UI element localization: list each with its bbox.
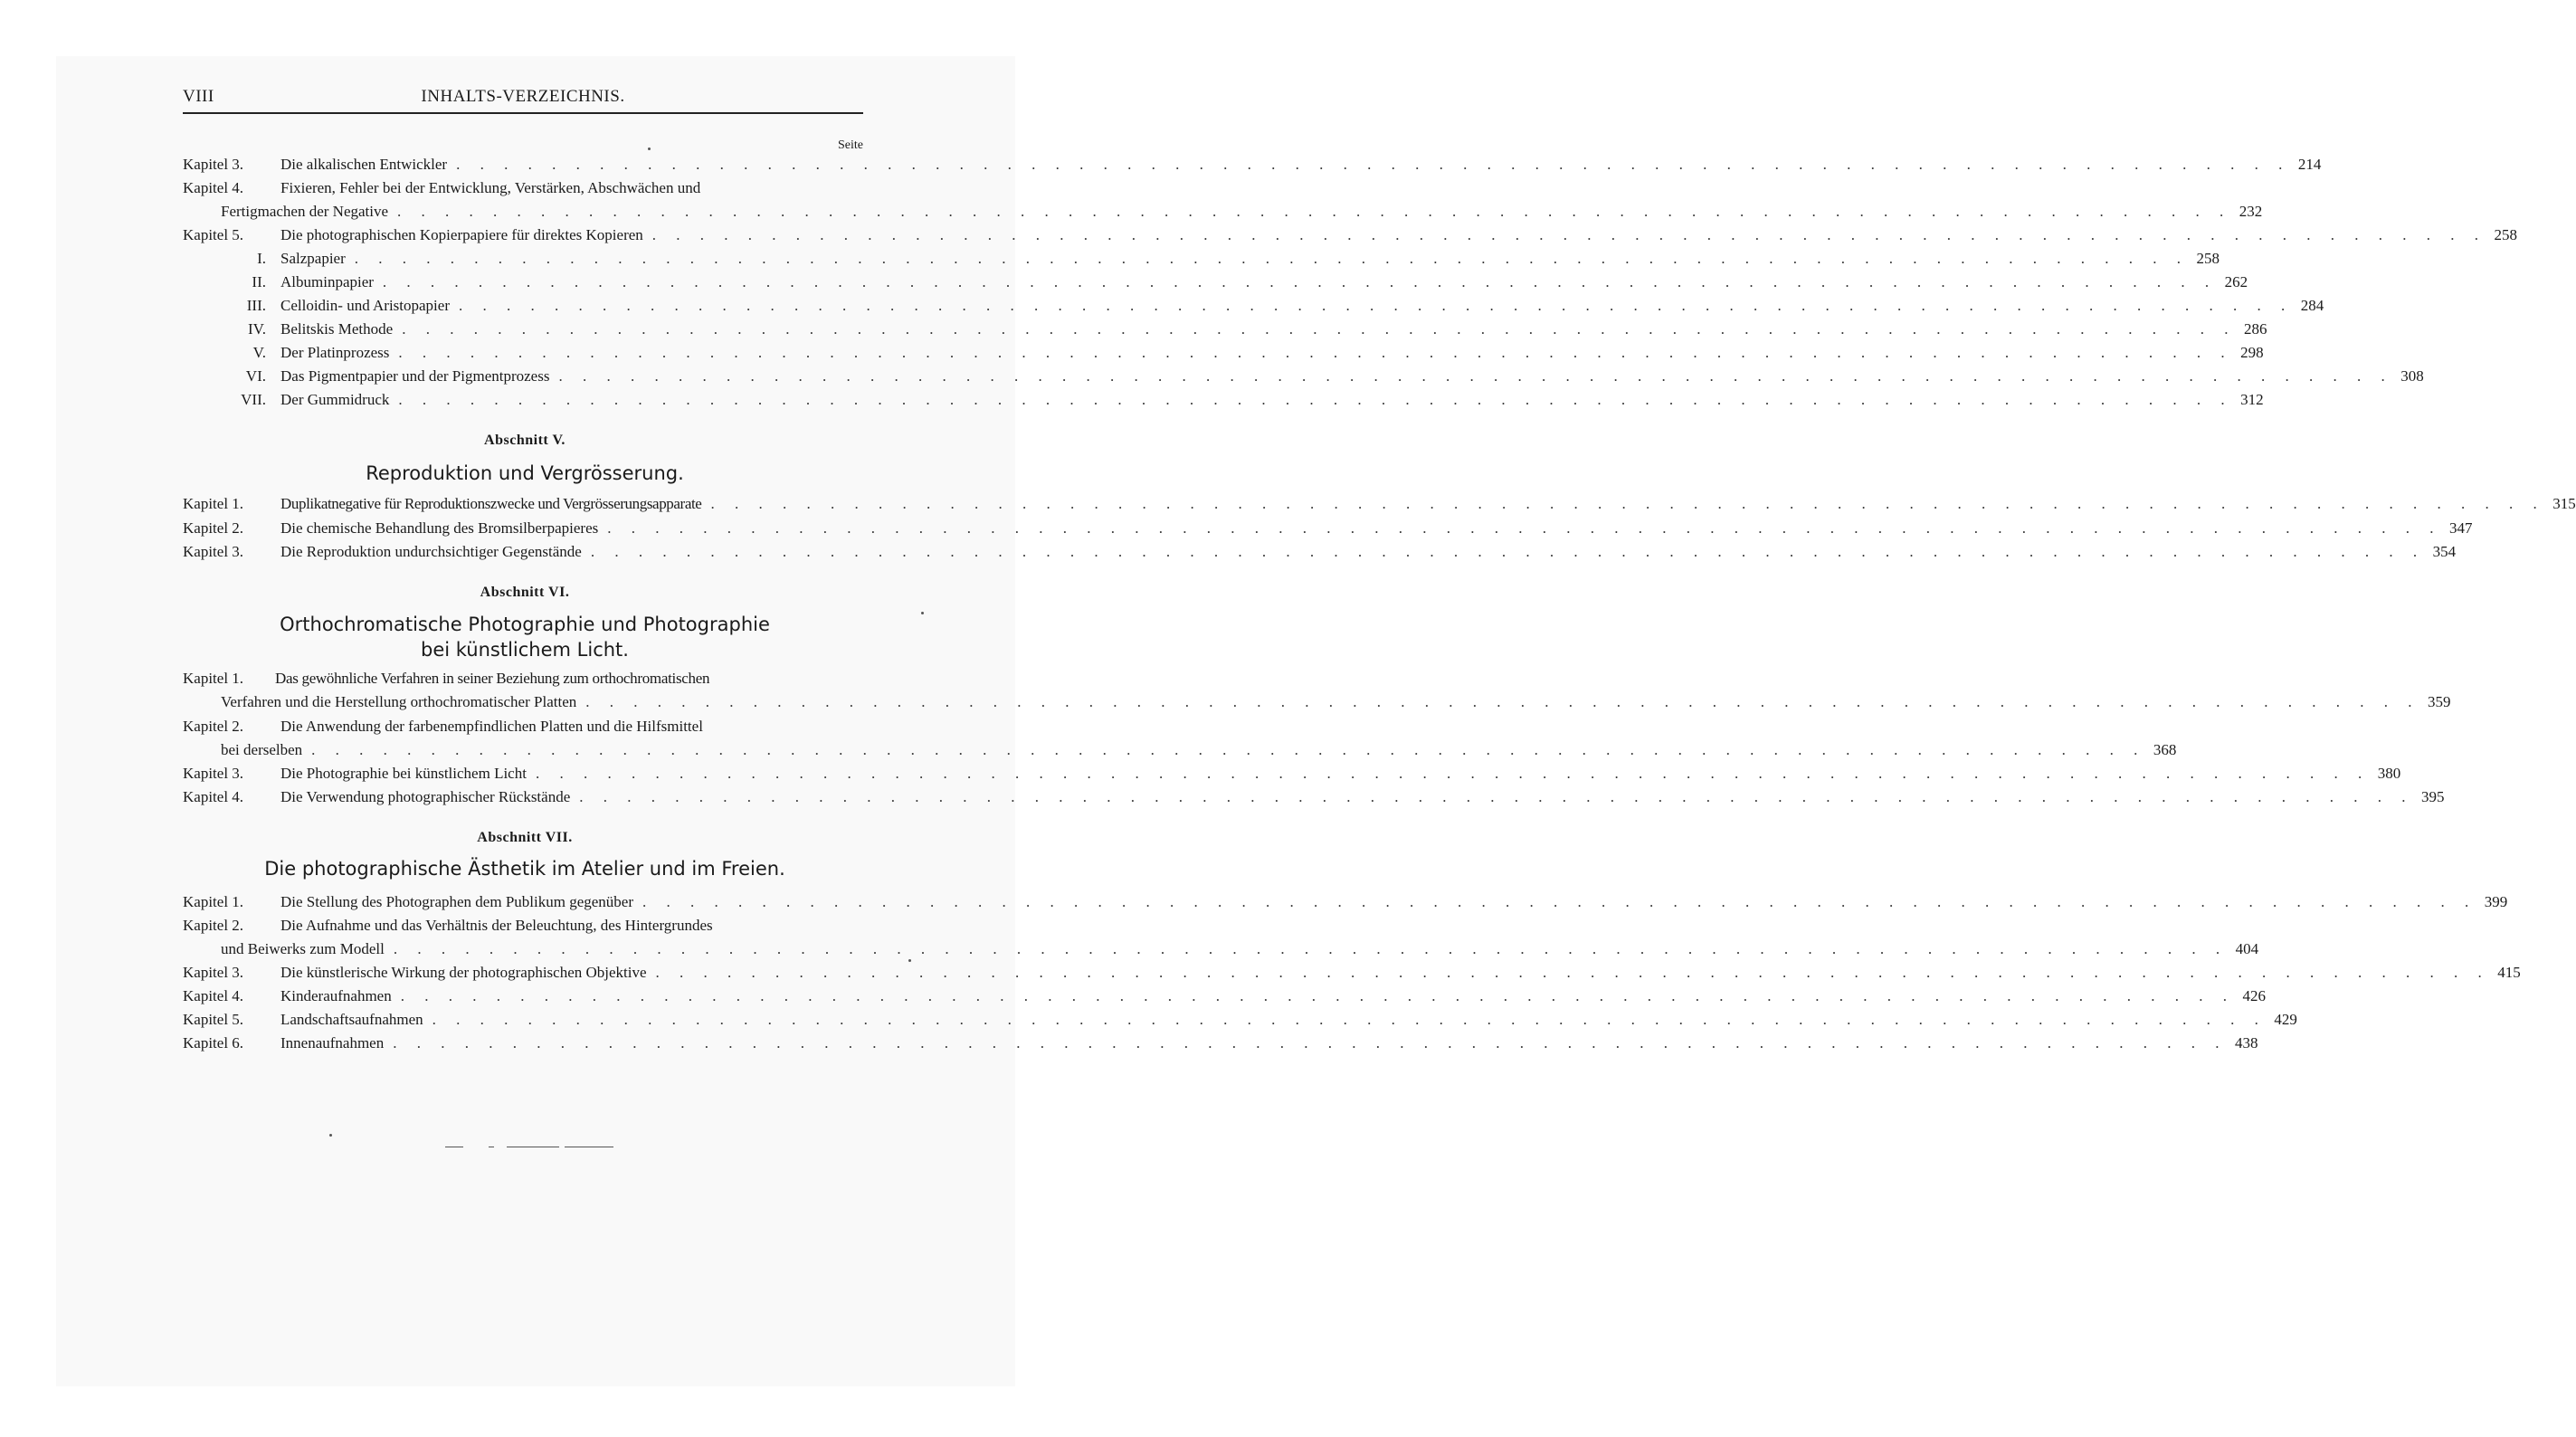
- dot-leader: [355, 247, 2189, 271]
- roman-numeral: I.: [257, 250, 266, 267]
- toc-entry: [183, 715, 2177, 762]
- chapter-label: Kapitel 1.: [183, 893, 244, 910]
- dot-leader: [585, 690, 2419, 714]
- section-title-continuation: bei künstlichem Licht.: [421, 639, 629, 661]
- dot-leader: [579, 785, 2413, 809]
- subentry-title: Der Gummidruck: [280, 391, 390, 408]
- page-ref: 429: [2274, 1011, 2297, 1028]
- chapter-label: Kapitel 1.: [183, 495, 244, 512]
- dot-leader: [311, 738, 2145, 762]
- roman-numeral: VII.: [241, 391, 266, 408]
- chapter-title: Die Photographie bei künstlichem Licht: [280, 765, 527, 782]
- chapter-title: Fixieren, Fehler bei der Entwicklung, Verstärken, Abschwächen und: [280, 179, 701, 196]
- toc-entry: [183, 762, 2401, 785]
- chapter-title: Das gewöhnliche Verfahren in seiner Beziehung zum orthochromatischen: [275, 670, 710, 687]
- subentry-title: Das Pigmentpapier und der Pigmentprozess: [280, 367, 550, 385]
- toc-subentry: [183, 294, 2324, 318]
- dot-leader: [656, 961, 2490, 985]
- dot-leader: [536, 762, 2370, 785]
- chapter-label: Kapitel 5.: [183, 226, 244, 243]
- toc-entry: [183, 785, 2445, 809]
- scan-speck: [921, 612, 924, 614]
- chapter-title: Duplikatnegative für Reproduktionszwecke und Vergrösserungsapparate: [280, 495, 702, 512]
- toc-entry: [183, 153, 2322, 176]
- chapter-title: Die chemische Behandlung des Bromsilberpapieres: [280, 519, 599, 537]
- chapter-title: Die Stellung des Photographen dem Publikum gegenüber: [280, 893, 633, 910]
- chapter-label: Kapitel 4.: [183, 179, 244, 196]
- toc-entry: [183, 1008, 2297, 1032]
- scan-speck: [908, 959, 911, 962]
- dot-leader: [394, 937, 2228, 961]
- dot-leader: [398, 341, 2232, 365]
- chapter-label: Kapitel 3.: [183, 156, 244, 173]
- chapter-label: Kapitel 4.: [183, 987, 244, 1004]
- dot-leader: [456, 153, 2290, 176]
- toc-entry: [183, 914, 2259, 961]
- page-header: [183, 87, 863, 114]
- chapter-title-continuation: und Beiwerks zum Modell: [221, 940, 385, 957]
- chapter-title: Kinderaufnahmen: [280, 987, 392, 1004]
- dot-leader: [652, 224, 2486, 247]
- roman-numeral: II.: [252, 273, 266, 290]
- page-ref: 232: [2239, 203, 2263, 220]
- scan-speck: [648, 148, 651, 150]
- toc-entry: [183, 517, 2473, 540]
- dot-leader: [433, 1008, 2267, 1032]
- dot-leader: [591, 540, 2425, 564]
- chapter-label: Kapitel 4.: [183, 788, 244, 805]
- chapter-label: Kapitel 3.: [183, 765, 244, 782]
- section-label: Abschnitt VII.: [477, 830, 573, 845]
- chapter-label: Kapitel 2.: [183, 917, 244, 934]
- page-ref: 284: [2300, 297, 2324, 314]
- toc-subentry: [183, 365, 2424, 388]
- toc-entry: [183, 224, 2518, 247]
- roman-numeral: VI.: [245, 367, 266, 385]
- toc-entry: [183, 492, 2576, 516]
- page-ref: 214: [2297, 156, 2322, 173]
- chapter-title: Innenaufnahmen: [280, 1034, 385, 1052]
- page-ref: 308: [2400, 367, 2424, 385]
- chapter-label: Kapitel 1.: [183, 670, 244, 687]
- dot-leader: [398, 388, 2232, 412]
- toc-subentry: [183, 388, 2264, 412]
- chapter-label: Kapitel 6.: [183, 1034, 244, 1052]
- dot-leader: [710, 492, 2544, 516]
- page-number: VIII: [183, 87, 214, 106]
- toc-subentry: [183, 318, 2267, 341]
- subentry-title: Celloidin- und Aristopapier: [280, 297, 450, 314]
- toc-entry: [183, 985, 2266, 1008]
- page-ref: 368: [2153, 741, 2177, 758]
- chapter-title-continuation: Verfahren und die Herstellung orthochromatischer Platten: [221, 693, 577, 710]
- page-ref: 354: [2432, 543, 2457, 560]
- roman-numeral: IV.: [248, 320, 266, 338]
- chapter-label: Kapitel 5.: [183, 1011, 244, 1028]
- chapter-title: Die Reproduktion undurchsichtiger Gegenstände: [280, 543, 582, 560]
- page-ref: 395: [2421, 788, 2445, 805]
- toc-subentry: [183, 271, 2248, 294]
- dot-leader: [397, 200, 2231, 224]
- dot-leader: [607, 517, 2441, 540]
- chapter-title: Die Verwendung photographischer Rückstände: [280, 788, 571, 805]
- page-ref: 404: [2235, 940, 2259, 957]
- toc-subentry: [183, 247, 2220, 271]
- toc-entry: [183, 176, 2263, 224]
- chapter-title-continuation: bei derselben: [221, 741, 303, 758]
- section-label: Abschnitt V.: [484, 433, 566, 448]
- toc-entry: [183, 890, 2508, 914]
- dot-leader: [401, 985, 2235, 1008]
- chapter-title: Die künstlerische Wirkung der photographischen Objektive: [280, 964, 647, 981]
- dot-leader: [402, 318, 2236, 341]
- chapter-label: Kapitel 3.: [183, 543, 244, 560]
- page-ref: 415: [2497, 964, 2521, 981]
- toc-entry: [183, 540, 2457, 564]
- chapter-label: Kapitel 2.: [183, 519, 244, 537]
- subentry-title: Belitskis Methode: [280, 320, 394, 338]
- running-title: INHALTS-VERZEICHNIS.: [421, 87, 625, 106]
- toc-entry: [183, 961, 2521, 985]
- page-ref: 359: [2427, 693, 2451, 710]
- section-title: Reproduktion und Vergrösserung.: [366, 462, 684, 484]
- chapter-title-continuation: Fertigmachen der Negative: [221, 203, 389, 220]
- subentry-title: Salzpapier: [280, 250, 346, 267]
- chapter-label: Kapitel 2.: [183, 718, 244, 735]
- toc-entry: [183, 667, 2451, 714]
- chapter-title: Die Anwendung der farbenempfindlichen Platten und die Hilfsmittel: [280, 718, 703, 735]
- subentry-title: Der Platinprozess: [280, 344, 390, 361]
- chapter-title: Die alkalischen Entwickler: [280, 156, 448, 173]
- page-ref: 262: [2224, 273, 2248, 290]
- toc-subentry: [183, 341, 2264, 365]
- roman-numeral: III.: [246, 297, 266, 314]
- section-label: Abschnitt VI.: [480, 585, 570, 600]
- section-title: Die photographische Ästhetik im Atelier und im Freien.: [264, 858, 785, 880]
- chapter-title: Die photographischen Kopierpapiere für direktes Kopieren: [280, 226, 643, 243]
- dot-leader: [393, 1032, 2227, 1055]
- toc-entry: [183, 1032, 2258, 1055]
- page-ref: 312: [2240, 391, 2264, 408]
- page-ref: 399: [2484, 893, 2508, 910]
- roman-numeral: V.: [252, 344, 266, 361]
- chapter-title: Landschaftsaufnahmen: [280, 1011, 423, 1028]
- dot-leader: [558, 365, 2392, 388]
- seite-column-label: Seite: [838, 138, 863, 152]
- page-ref: 426: [2242, 987, 2266, 1004]
- page-ref: 258: [2196, 250, 2220, 267]
- page-ref: 347: [2448, 519, 2473, 537]
- chapter-label: Kapitel 3.: [183, 964, 244, 981]
- dot-leader: [459, 294, 2293, 318]
- page-ref: 286: [2243, 320, 2267, 338]
- scan-speck: [329, 1134, 332, 1137]
- dot-leader: [383, 271, 2217, 294]
- page-ref: 315: [2552, 495, 2576, 512]
- subentry-title: Albuminpapier: [280, 273, 374, 290]
- section-title: Orthochromatische Photographie und Photographie: [280, 614, 770, 635]
- page-ref: 438: [2234, 1034, 2258, 1052]
- dot-leader: [642, 890, 2476, 914]
- page-ref: 258: [2494, 226, 2518, 243]
- page-ref: 380: [2377, 765, 2401, 782]
- chapter-title: Die Aufnahme und das Verhältnis der Beleuchtung, des Hintergrundes: [280, 917, 713, 934]
- page-ref: 298: [2240, 344, 2264, 361]
